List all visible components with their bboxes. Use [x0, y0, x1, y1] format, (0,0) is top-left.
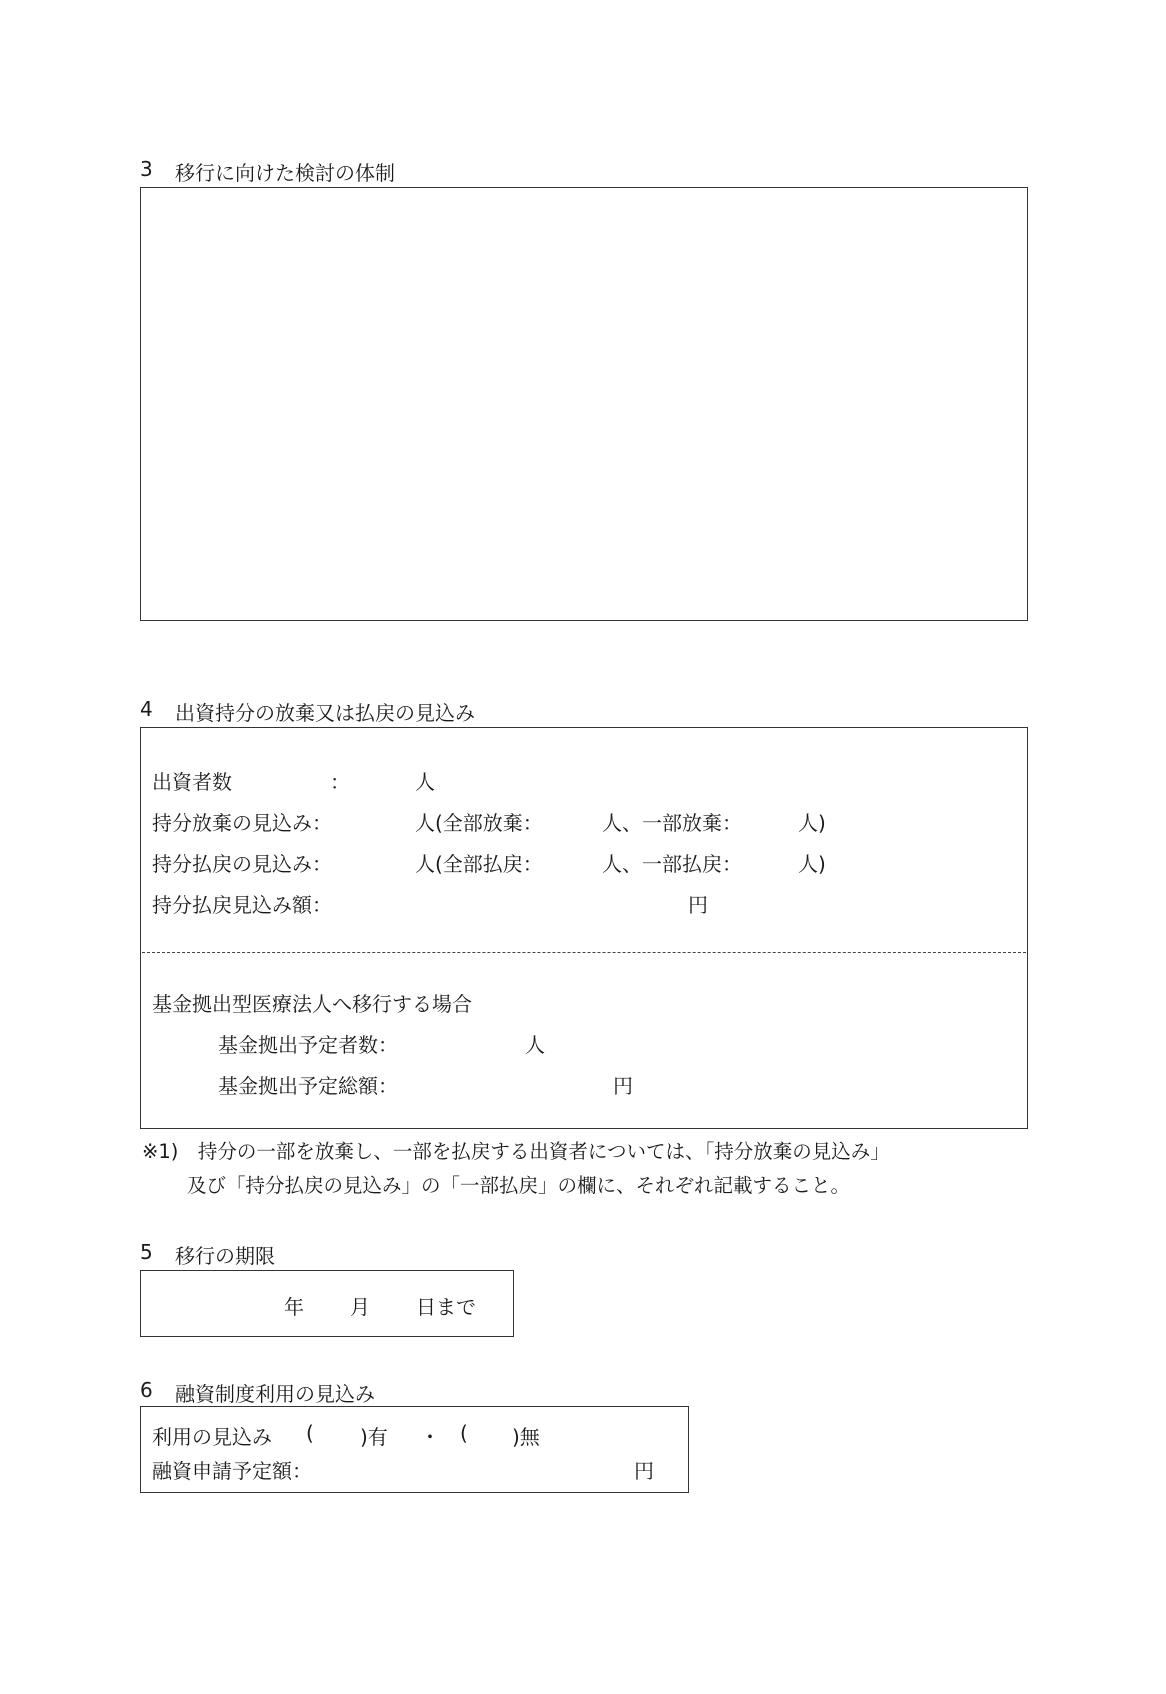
- section6-heading: 融資制度利用の見込み: [175, 1382, 375, 1406]
- investors-label: 出資者数: [152, 770, 232, 794]
- fund-total-label: 基金拠出予定総額：: [218, 1074, 398, 1098]
- section4-heading: 出資持分の放棄又は払戻の見込み: [175, 701, 475, 725]
- deadline-year: 年: [284, 1295, 304, 1319]
- refund-label: 持分払戻の見込み：: [152, 852, 332, 876]
- deadline-month: 月: [350, 1295, 370, 1319]
- section3-number: 3: [140, 157, 153, 181]
- refund-unit-close: 人): [798, 852, 826, 876]
- fund-people-label: 基金拠出予定者数：: [218, 1033, 398, 1057]
- loan-amount-unit: 円: [634, 1459, 654, 1483]
- waiver-unit-part: 人、一部放棄：: [602, 811, 742, 835]
- refund-unit-full: 人(全部払戻：: [415, 852, 543, 876]
- investors-unit: 人: [415, 770, 435, 794]
- usage-separator: ・: [420, 1425, 440, 1449]
- section4-number: 4: [140, 697, 153, 721]
- section3-input-box[interactable]: [140, 187, 1028, 621]
- note-line-1: ※1) 持分の一部を放棄し、一部を払戻する出資者については、「持分放棄の見込み」: [142, 1140, 890, 1163]
- loan-amount-label: 融資申請予定額：: [152, 1459, 312, 1483]
- section6-number: 6: [140, 1378, 153, 1402]
- fund-total-unit: 円: [613, 1074, 633, 1098]
- usage-no[interactable]: )無: [512, 1425, 540, 1449]
- investors-colon: ：: [330, 770, 350, 794]
- usage-label: 利用の見込み: [152, 1425, 272, 1449]
- refund-amount-unit: 円: [688, 893, 708, 917]
- usage-paren-open-yes: (: [306, 1421, 314, 1445]
- waiver-unit-full: 人(全部放棄：: [415, 811, 543, 835]
- section4-box: [140, 727, 1028, 1129]
- usage-paren-open-no: (: [460, 1421, 468, 1445]
- section4-divider: [142, 952, 1026, 953]
- refund-amount-label: 持分払戻見込み額：: [152, 893, 332, 917]
- refund-unit-part: 人、一部払戻：: [602, 852, 742, 876]
- fund-people-unit: 人: [525, 1033, 545, 1057]
- section3-heading: 移行に向けた検討の体制: [175, 161, 395, 185]
- fund-heading: 基金拠出型医療法人へ移行する場合: [152, 992, 472, 1016]
- waiver-label: 持分放棄の見込み：: [152, 811, 332, 835]
- usage-yes[interactable]: )有: [360, 1425, 388, 1449]
- section5-number: 5: [140, 1240, 153, 1264]
- note-line-2: 及び「持分払戻の見込み」の「一部払戻」の欄に、それぞれ記載すること。: [187, 1174, 851, 1197]
- section5-heading: 移行の期限: [175, 1244, 275, 1268]
- deadline-day: 日まで: [416, 1295, 476, 1319]
- waiver-unit-close: 人): [798, 811, 826, 835]
